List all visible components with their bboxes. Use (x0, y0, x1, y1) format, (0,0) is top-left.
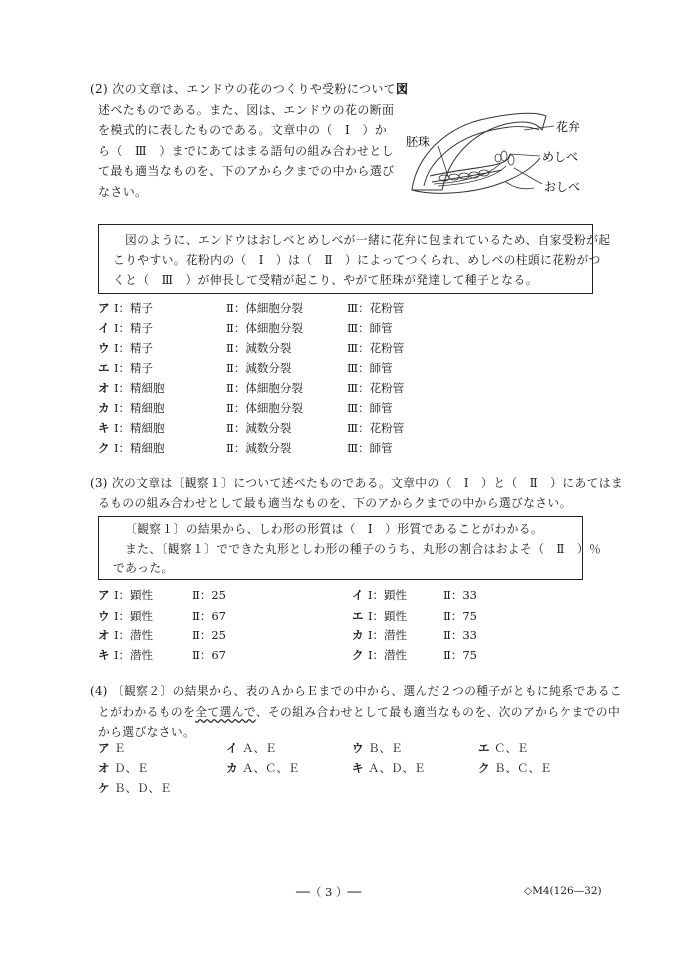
q2-option-u[interactable]: ウ Ⅰ：精子 (98, 341, 154, 355)
q3-passage-box (98, 516, 602, 580)
q2-option-ki-c2: Ⅱ：減数分裂 (226, 421, 292, 435)
q3-option-ki[interactable]: キ Ⅰ：潜性 (98, 648, 154, 662)
q3-option-u[interactable]: ウ Ⅰ：顕性 (98, 609, 154, 623)
q3-option-ku[interactable]: ク Ⅰ：潜性 (352, 648, 408, 662)
q4-option-a[interactable]: ア Ｅ (98, 741, 126, 755)
flower-figure (394, 78, 594, 203)
q3-option-ku-c2: Ⅱ：75 (443, 648, 477, 662)
q2-option-ku-c2: Ⅱ：減数分裂 (226, 441, 292, 455)
q4-option-ku[interactable]: ク Ｂ、Ｃ、Ｅ (478, 761, 552, 775)
q2-option-ku[interactable]: ク Ⅰ：精細胞 (98, 441, 165, 455)
q4-line2-post: 、その組み合わせとして最も適当なものを、次のアからケまでの中 (255, 704, 621, 719)
q2-text (90, 79, 400, 202)
q4-option-ke[interactable]: ケ Ｂ、Ｄ、Ｅ (98, 781, 172, 795)
q2-line: ら（ Ⅲ ）までにあてはまる語句の組み合わせとし (98, 143, 394, 158)
q2-option-ki[interactable]: キ Ⅰ：精細胞 (98, 421, 165, 435)
q3-option-u-c2: Ⅱ：67 (192, 609, 226, 623)
label-stamen: おしべ (544, 180, 581, 194)
q2-line: (2) 次の文章は、エンドウの花のつくりや受粉について (90, 82, 397, 96)
q2-option-o-c3: Ⅲ：花粉管 (347, 381, 405, 395)
q4-option-ki[interactable]: キ Ａ、Ｄ、Ｅ (352, 761, 426, 775)
q3-option-a[interactable]: ア Ⅰ：顕性 (98, 588, 154, 602)
page-code: ◇M4(126—32) (524, 885, 602, 897)
q2-option-i-c3: Ⅲ：師管 (347, 321, 393, 335)
q2-option-a[interactable]: ア Ⅰ：精子 (98, 301, 154, 315)
q2-line: なさい。 (98, 184, 148, 199)
q4-line2 (90, 702, 622, 723)
q2-passage-box (98, 224, 611, 294)
q4-line2-underlined: 全て選んで (195, 704, 256, 719)
q4-text (90, 681, 622, 743)
q2-option-ka-c3: Ⅲ：師管 (347, 401, 393, 415)
q3-box-line: であった。 (113, 561, 174, 575)
label-pistil: めしべ (542, 150, 579, 164)
q2-box-line: くと（ Ⅲ ）が伸長して受精が起こり、やがて胚珠が発達して種子となる。 (113, 273, 538, 287)
q2-option-i[interactable]: イ Ⅰ：精子 (98, 321, 154, 335)
q4-line1: (4) 〔観察２〕の結果から、表のＡからＥまでの中から、選んだ２つの種子がともに純系であるこ (90, 684, 623, 698)
q3-line: るものの組み合わせとして最も適当なものを、下のアからクまでの中から選びなさい。 (98, 496, 572, 510)
q2-box-line: こりやすい。花粉内の（ Ⅰ ）は（ Ⅱ ）によってつくられ、めしべの柱頭に花粉がつ (113, 253, 601, 267)
q2-option-ki-c3: Ⅲ：花粉管 (347, 421, 405, 435)
q4-option-o[interactable]: オ Ｄ、Ｅ (98, 761, 149, 775)
q2-option-u-c2: Ⅱ：減数分裂 (226, 341, 292, 355)
q3-line: (3) 次の文章は〔観察１〕について述べたものである。文章中の（ Ⅰ ）と（ Ⅱ ）にあてはま (90, 476, 624, 490)
q4-option-i[interactable]: イ Ａ、Ｅ (226, 741, 277, 755)
petal-outline (412, 113, 546, 190)
q3-option-o[interactable]: オ Ⅰ：潜性 (98, 628, 154, 642)
q2-option-o-c2: Ⅱ：体細胞分裂 (226, 381, 303, 395)
label-petal: 花弁 (556, 120, 581, 134)
q2-option-a-c3: Ⅲ：花粉管 (347, 301, 405, 315)
q3-option-ki-c2: Ⅱ：67 (192, 648, 226, 662)
q2-box-line: 図のように、エンドウはおしべとめしべが一緒に花弁に包まれているため、自家受粉が起 (125, 233, 611, 247)
figure-title: 図 (396, 82, 409, 96)
page-number: ──（ 3 ）── (296, 885, 362, 899)
q2-option-i-c2: Ⅱ：体細胞分裂 (226, 321, 303, 335)
q4-line2-pre: とがわかるものを (98, 704, 196, 719)
q2-line: て最も適当なものを、下のアからクまでの中から選び (98, 164, 395, 178)
q2-line: 述べたものである。また、図は、エンドウの花の断面 (98, 102, 395, 117)
q2-line: を模式的に表したものである。文章中の（ Ⅰ ）か (98, 123, 388, 137)
q2-option-a-c2: Ⅱ：体細胞分裂 (226, 301, 303, 315)
q4-line3: から選びなさい。 (98, 725, 196, 739)
q3-option-ka[interactable]: カ Ⅰ：潜性 (352, 628, 408, 642)
q3-option-e-c2: Ⅱ：75 (443, 609, 477, 623)
q3-option-e[interactable]: エ Ⅰ：顕性 (352, 609, 408, 623)
q2-option-o[interactable]: オ Ⅰ：精細胞 (98, 381, 165, 395)
q2-option-ku-c3: Ⅲ：師管 (347, 441, 393, 455)
q4-option-e[interactable]: エ Ｃ、Ｅ (478, 741, 529, 755)
q3-box-line: また、〔観察１〕でできた丸形としわ形の種子のうち、丸形の割合はおよそ（ Ⅱ ）％ (125, 541, 602, 556)
q4-option-ka[interactable]: カ Ａ、Ｃ、Ｅ (226, 761, 300, 775)
q2-option-e-c3: Ⅲ：師管 (347, 361, 393, 375)
q3-option-i-c2: Ⅱ：33 (443, 588, 477, 602)
q4-option-u[interactable]: ウ Ｂ、Ｅ (352, 741, 403, 755)
q3-option-ka-c2: Ⅱ：33 (443, 628, 477, 642)
label-ovule: 胚珠 (406, 135, 431, 149)
q2-option-e[interactable]: エ Ⅰ：精子 (98, 361, 154, 375)
q2-option-e-c2: Ⅱ：減数分裂 (226, 361, 292, 375)
q2-option-ka[interactable]: カ Ⅰ：精細胞 (98, 401, 165, 415)
q3-text (90, 473, 623, 513)
q3-option-i[interactable]: イ Ⅰ：顕性 (352, 588, 408, 602)
q3-box-line: 〔観察１〕の結果から、しわ形の形質は（ Ⅰ ）形質であることがわかる。 (125, 522, 544, 536)
q3-option-o-c2: Ⅱ：25 (192, 628, 226, 642)
q2-option-ka-c2: Ⅱ：体細胞分裂 (226, 401, 303, 415)
q2-option-u-c3: Ⅲ：花粉管 (347, 341, 405, 355)
q3-option-a-c2: Ⅱ：25 (192, 588, 226, 602)
